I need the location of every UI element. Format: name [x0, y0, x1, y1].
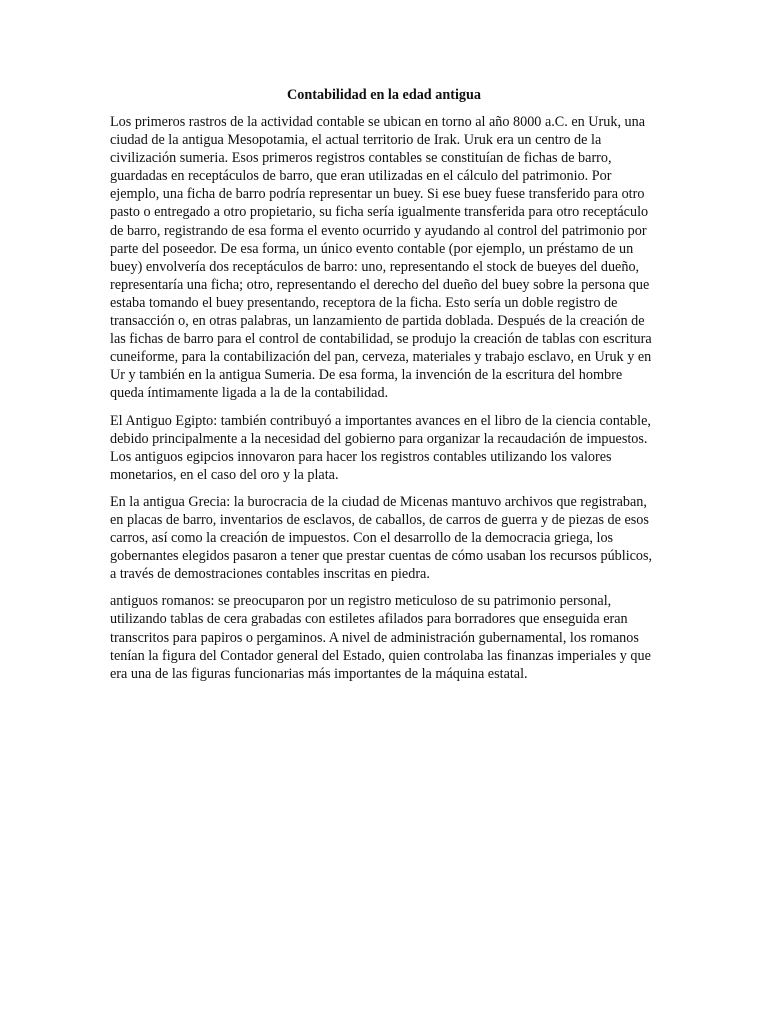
document-page: [110, 86, 658, 692]
paragraph-romanos: antiguos romanos: se preocuparon por un registro meticuloso de su patrimonio personal, utilizando tablas de cera grabadas con estiletes afilados para borradores que enseguida eran transcritos para papiros o pergaminos. A nivel de administración gubernamental, los romanos tenían la figura del Contador general del Estado, quien controlaba las finanzas imperiales y que era una de las figuras funcionarias más importantes de la máquina estatal.: [110, 593, 651, 682]
paragraph-egipto: El Antiguo Egipto: también contribuyó a importantes avances en el libro de la ciencia contable, debido principalmente a la necesidad del gobierno para organizar la recaudación de impuestos. Los antiguos egipcios innovaron para hacer los registros contables utilizando los valores monetarios, en el caso del oro y la plata.: [110, 412, 651, 483]
paragraph-mesopotamia: Los primeros rastros de la actividad contable se ubican en torno al año 8000 a.C. en Uruk, una ciudad de la antigua Mesopotamia, el actual territorio de Irak. Uruk era un centro de la civilización sumeria. Esos primeros registros contables se constituían de fichas de barro, guardadas en receptáculos de barro, que eran utilizadas en el cálculo del patrimonio. Por ejemplo, una ficha de barro podría representar un buey. Si ese buey fuese transferido para otro pasto o entregado a otro propietario, su ficha sería igualmente transferida para otro receptáculo de barro, registrando de esa forma el evento ocurrido y ayudando al control del patrimonio por parte del poseedor. De esa forma, un único evento contable (por ejemplo, un préstamo de un buey) envolvería dos receptáculos de barro: uno, representando el stock de bueyes del dueño, representaría una ficha; otro, representando el derecho del dueño del buey sobre la persona que estaba tomando el buey presentando, receptora de la ficha. Esto sería un doble registro de transacción o, en otras palabras, un lanzamiento de partida doblada. Después de la creación de las fichas de barro para el control de contabilidad, se produjo la creación de tablas con escritura cuneiforme, para la contabilización del pan, cerveza, materiales y trabajo esclavo, en Uruk y en Ur y también en la antigua Sumeria. De esa forma, la invención de la escritura del hombre queda íntimamente ligada a la de la contabilidad.: [110, 114, 652, 402]
document-title: Contabilidad en la edad antigua: [287, 87, 481, 103]
paragraph-grecia: En la antigua Grecia: la burocracia de la ciudad de Micenas mantuvo archivos que registraban, en placas de barro, inventarios de esclavos, de caballos, de carros de guerra y de piezas de esos carros, así como la creación de impuestos. Con el desarrollo de la democracia griega, los gobernantes elegidos pasaron a tener que prestar cuentas de cómo usaban los recursos públicos, a través de demostraciones contables inscritas en piedra.: [110, 493, 653, 583]
